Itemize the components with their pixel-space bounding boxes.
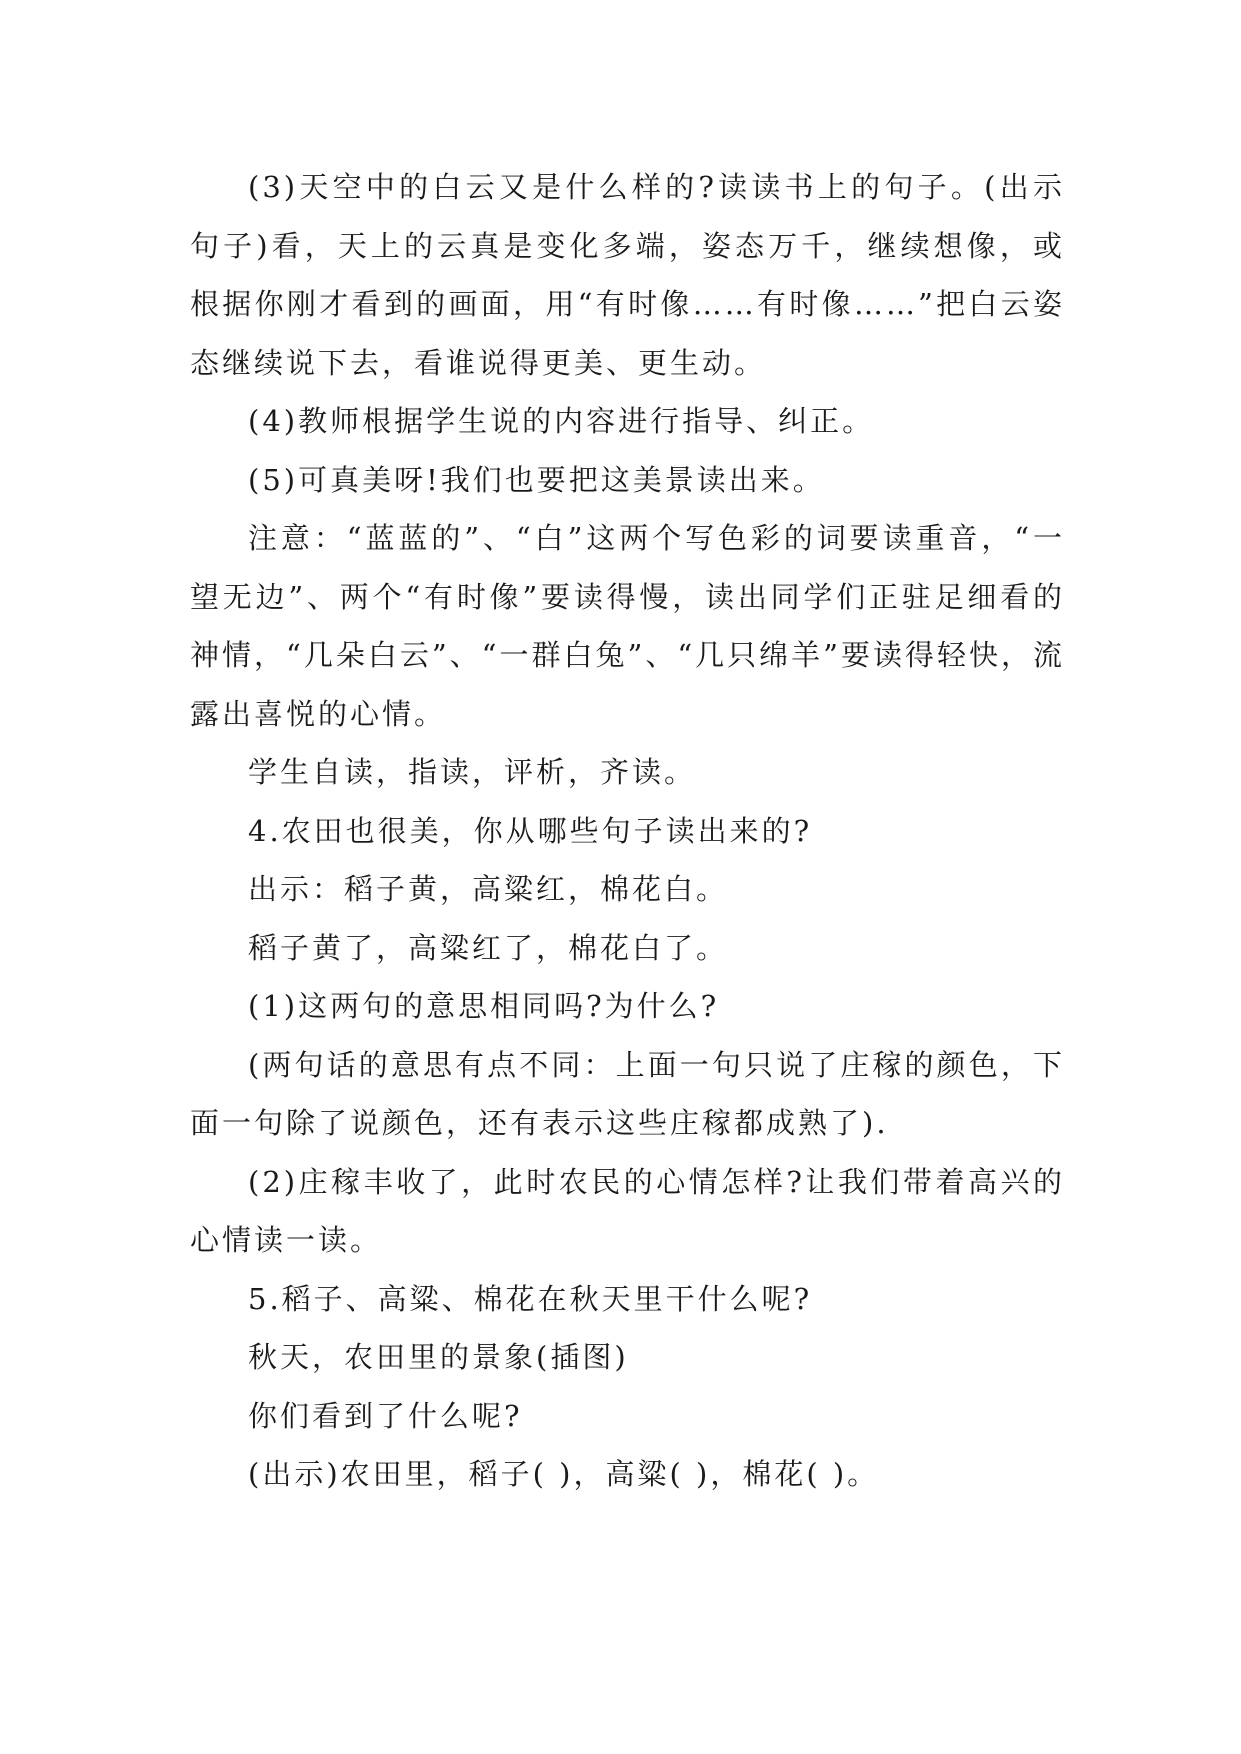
paragraph: 4.农田也很美，你从哪些句子读出来的? xyxy=(248,813,813,848)
document-body xyxy=(190,158,1065,1504)
paragraph: (两句话的意思有点不同：上面一句只说了庄稼的颜色，下面一句除了说颜色，还有表示这些庄稼都成熟了). xyxy=(190,1047,1065,1140)
paragraph: 注意：“蓝蓝的”、“白”这两个写色彩的词要读重音，“一望无边”、两个“有时像”要读得慢，读出同学们正驻足细看的神情，“几朵白云”、“一群白兔”、“几只绵羊”要读得轻快，流露出喜悦的心情。 xyxy=(190,521,1065,731)
paragraph: 稻子黄了，高粱红了，棉花白了。 xyxy=(248,930,729,965)
paragraph: (3)天空中的白云又是什么样的?读读书上的句子。(出示句子)看，天上的云真是变化多端，姿态万千，继续想像，或根据你刚才看到的画面，用“有时像……有时像……”把白云姿态继续说下去，看谁说得更美、更生动。 xyxy=(190,170,1065,380)
paragraph: 5.稻子、高粱、棉花在秋天里干什么呢? xyxy=(248,1281,813,1316)
paragraph: (5)可真美呀!我们也要把这美景读出来。 xyxy=(248,462,825,497)
paragraph: 学生自读，指读，评析，齐读。 xyxy=(248,755,697,789)
paragraph: (4)教师根据学生说的内容进行指导、纠正。 xyxy=(248,404,875,438)
paragraph: (出示)农田里，稻子( )，高粱( )，棉花( )。 xyxy=(248,1457,880,1491)
paragraph: (2)庄稼丰收了，此时农民的心情怎样?让我们带着高兴的心情读一读。 xyxy=(190,1164,1065,1257)
paragraph: 你们看到了什么呢? xyxy=(248,1398,523,1433)
paragraph: 秋天，农田里的景象(插图) xyxy=(248,1340,629,1374)
paragraph: 出示：稻子黄，高粱红，棉花白。 xyxy=(248,872,729,906)
paragraph: (1)这两句的意思相同吗?为什么? xyxy=(248,989,720,1023)
